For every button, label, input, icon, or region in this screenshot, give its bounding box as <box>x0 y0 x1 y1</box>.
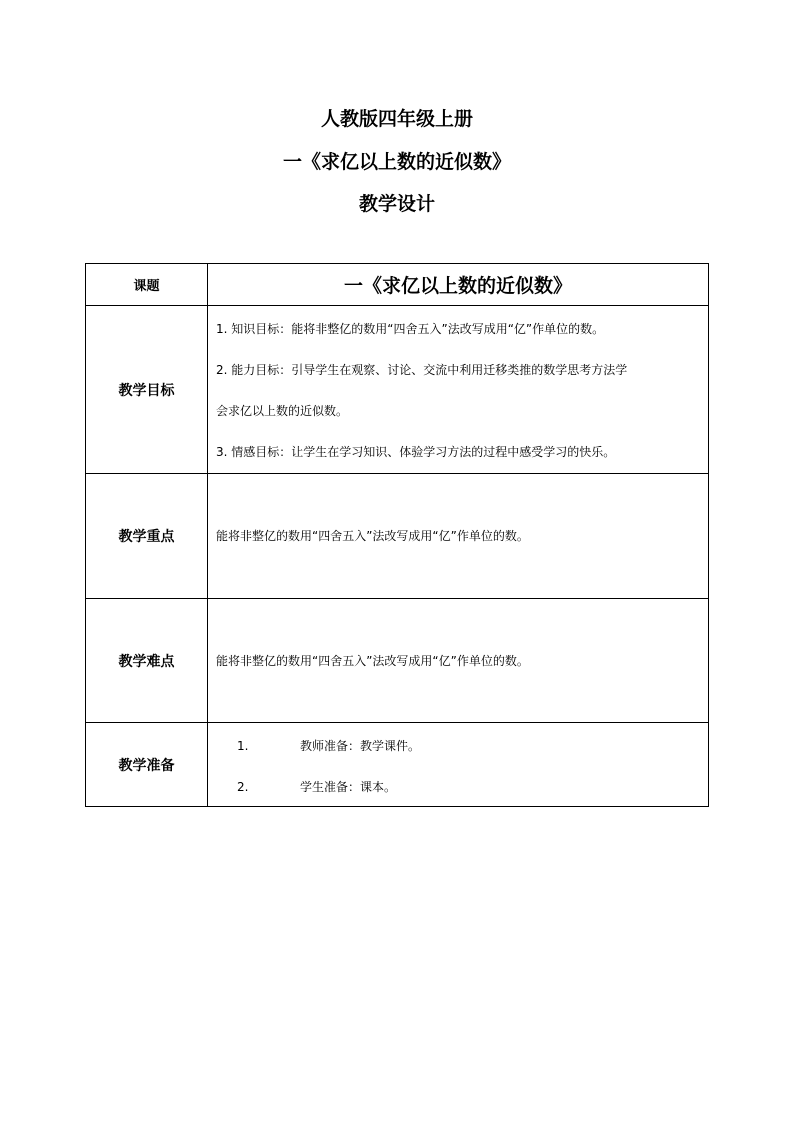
document-title-line1: 人教版四年级上册 <box>320 108 473 130</box>
document-title-line3: 教学设计 <box>358 193 435 215</box>
goal-emotion: 3. 情感目标：让学生在学习知识、体验学习方法的过程中感受学习的快乐。 <box>216 445 616 459</box>
document-title-line2: 一《求亿以上数的近似数》 <box>282 151 511 173</box>
table-row-difficulties <box>86 599 709 723</box>
difficulties-cell <box>208 599 709 723</box>
list-item-number: 2. <box>237 780 249 794</box>
topic-label: 课题 <box>86 264 208 306</box>
goal-ability-continued: 会求亿以上数的近似数。 <box>216 404 349 418</box>
list-item <box>208 777 708 797</box>
lesson-plan-table <box>85 263 709 807</box>
table-row-key-points <box>86 474 709 599</box>
topic-value: 一《求亿以上数的近似数》 <box>343 275 572 297</box>
list-item <box>208 736 708 756</box>
preparation-label: 教学准备 <box>86 723 208 807</box>
goals-label: 教学目标 <box>86 306 208 474</box>
goal-ability: 2. 能力目标：引导学生在观察、讨论、交流中利用迁移类推的数学思考方法学 <box>216 363 628 377</box>
table-row-topic <box>86 264 709 306</box>
difficulties-value: 能将非整亿的数用“四舍五入”法改写成用“亿”作单位的数。 <box>216 653 529 668</box>
key-points-value: 能将非整亿的数用“四舍五入”法改写成用“亿”作单位的数。 <box>216 529 529 543</box>
table-row-goals <box>86 306 709 474</box>
list-item-number: 1. <box>237 739 249 753</box>
key-points-label: 教学重点 <box>86 474 208 599</box>
goal-knowledge: 1. 知识目标：能将非整亿的数用“四舍五入”法改写成用“亿”作单位的数。 <box>216 322 605 336</box>
difficulties-label: 教学难点 <box>86 599 208 723</box>
goals-cell <box>208 306 709 474</box>
key-points-cell <box>208 474 709 599</box>
table-row-preparation <box>86 723 709 807</box>
list-item-text: 学生准备：课本。 <box>300 780 397 794</box>
list-item-text: 教师准备：教学课件。 <box>300 739 421 753</box>
preparation-cell <box>208 723 709 807</box>
topic-cell <box>208 264 709 306</box>
